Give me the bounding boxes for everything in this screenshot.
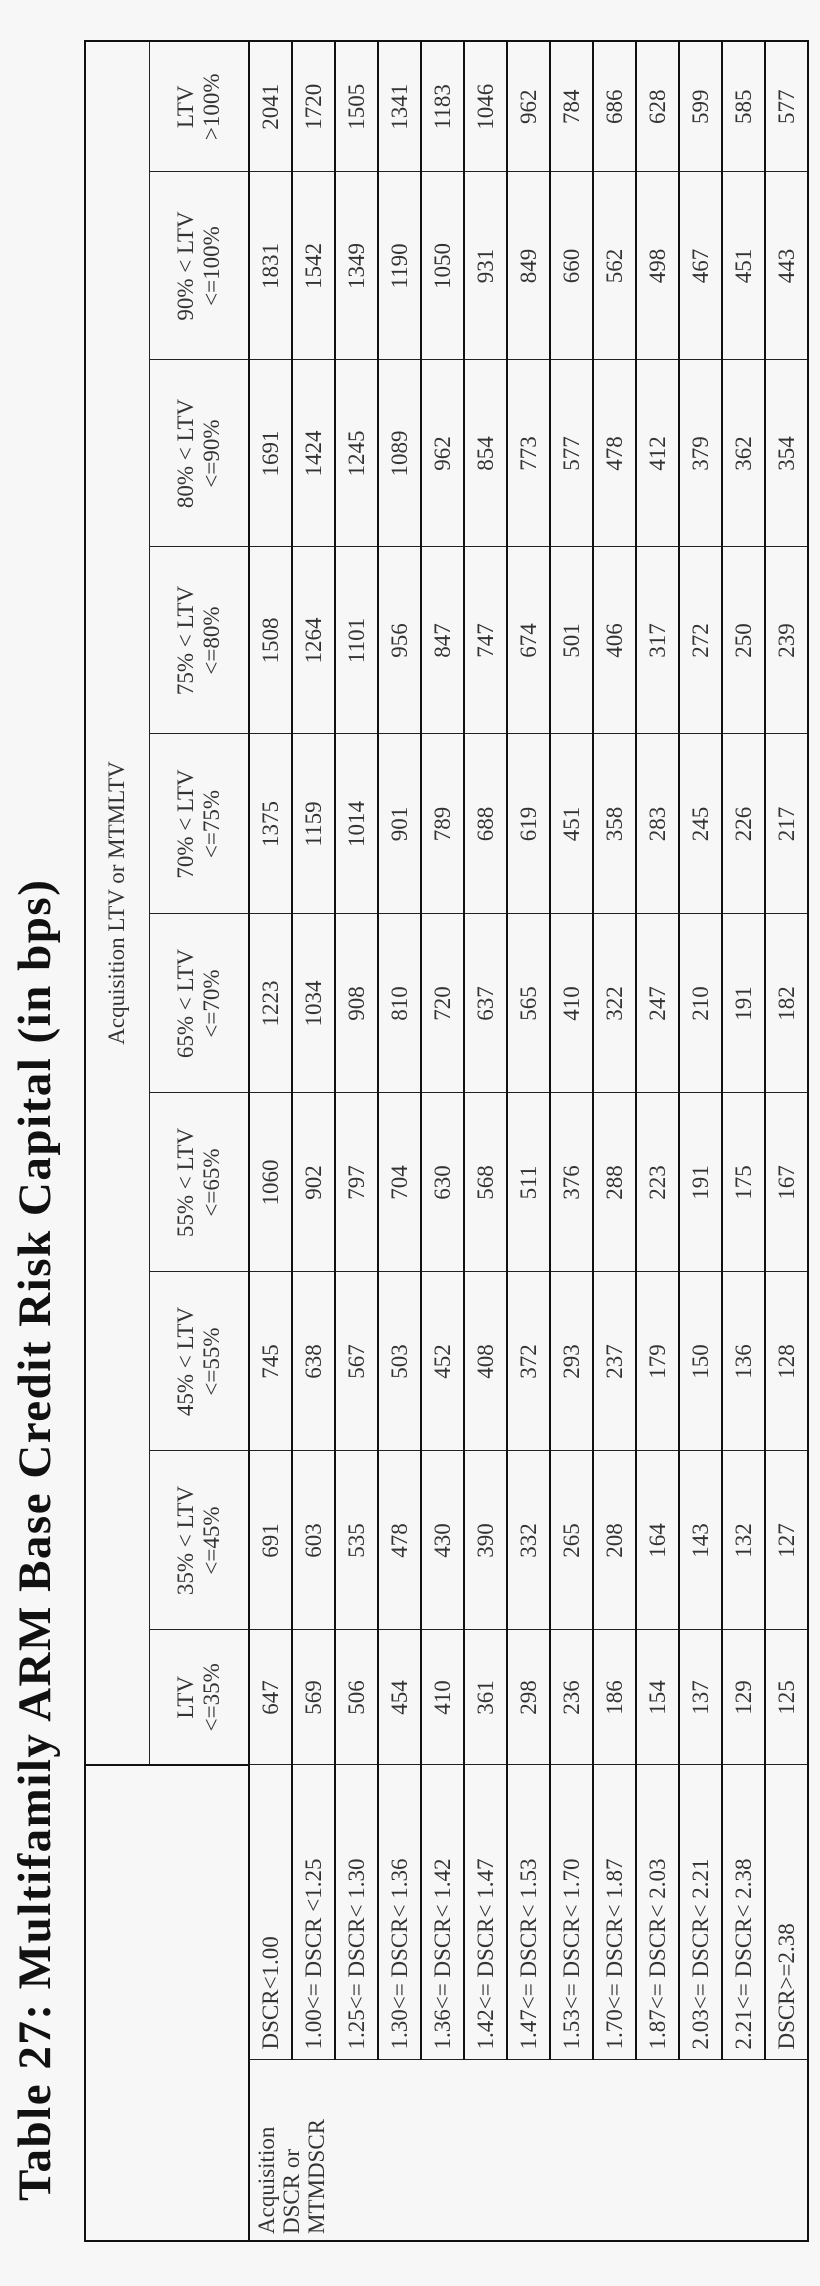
column-header-line1: 45% < LTV: [172, 1306, 198, 1417]
column-header: [149, 1093, 249, 1272]
column-header-line2: <=65%: [198, 1148, 224, 1217]
table-row: [722, 41, 765, 2241]
table-cell: 847: [421, 547, 464, 734]
table-cell: 467: [679, 172, 722, 360]
row-label: DSCR<1.00: [249, 1765, 292, 2060]
table-cell: 354: [765, 360, 808, 547]
table-cell: 1505: [335, 41, 378, 172]
table-cell: 164: [636, 1451, 679, 1630]
table-cell: 962: [507, 41, 550, 172]
table-cell: 191: [679, 1093, 722, 1272]
table-row: [636, 41, 679, 2241]
table-cell: 167: [765, 1093, 808, 1272]
row-label: 1.87<= DSCR< 2.03: [636, 1765, 679, 2060]
table-cell: 410: [550, 914, 593, 1093]
table-cell: 128: [765, 1272, 808, 1451]
column-header-line2: <=100%: [198, 226, 224, 306]
table-cell: 298: [507, 1630, 550, 1765]
table-cell: 501: [550, 547, 593, 734]
column-header-line1: 70% < LTV: [172, 769, 198, 879]
table-cell: 1190: [378, 172, 421, 360]
column-header-line2: <=70%: [198, 969, 224, 1038]
table-row: [464, 41, 507, 2241]
table-cell: 1245: [335, 360, 378, 547]
column-group-header: Acquisition LTV or MTMLTV: [85, 41, 149, 1765]
column-header-line2: <=45%: [198, 1506, 224, 1575]
table-cell: 150: [679, 1272, 722, 1451]
table-cell: 535: [335, 1451, 378, 1630]
table-cell: 186: [593, 1630, 636, 1765]
table-cell: 1089: [378, 360, 421, 547]
column-header: [149, 1451, 249, 1630]
table-cell: 288: [593, 1093, 636, 1272]
table-cell: 136: [722, 1272, 765, 1451]
table-cell: 452: [421, 1272, 464, 1451]
table-cell: 562: [593, 172, 636, 360]
table-cell: 849: [507, 172, 550, 360]
table-row: [550, 41, 593, 2241]
column-header-line1: 75% < LTV: [172, 585, 198, 696]
table-cell: 1542: [292, 172, 335, 360]
column-header-line1: 90% < LTV: [172, 211, 198, 321]
table-cell: 443: [765, 172, 808, 360]
column-header-line1: 65% < LTV: [172, 948, 198, 1059]
column-header-line2: <=90%: [198, 419, 224, 488]
table-cell: 412: [636, 360, 679, 547]
table-cell: 154: [636, 1630, 679, 1765]
table-cell: 1720: [292, 41, 335, 172]
column-header-line1: LTV: [172, 85, 198, 129]
table-cell: 567: [335, 1272, 378, 1451]
table-cell: 182: [765, 914, 808, 1093]
table-cell: 175: [722, 1093, 765, 1272]
row-label: 2.03<= DSCR< 2.21: [679, 1765, 722, 2060]
table-cell: 637: [464, 914, 507, 1093]
table-cell: 810: [378, 914, 421, 1093]
table-cell: 272: [679, 547, 722, 734]
table-cell: 143: [679, 1451, 722, 1630]
table-cell: 638: [292, 1272, 335, 1451]
table-cell: 317: [636, 547, 679, 734]
row-group-header: Acquisition DSCR or MTMDSCR: [249, 2060, 808, 2241]
table-title: Table 27: Multifamily ARM Base Credit Risk Capital (in bps): [9, 878, 61, 2201]
table-cell: 332: [507, 1451, 550, 1630]
corner-cell: [85, 1765, 249, 2241]
table-cell: 1831: [249, 172, 292, 360]
table-cell: 630: [421, 1093, 464, 1272]
table-cell: 208: [593, 1451, 636, 1630]
table-cell: 179: [636, 1272, 679, 1451]
table-cell: 125: [765, 1630, 808, 1765]
table-cell: 408: [464, 1272, 507, 1451]
table-cell: 931: [464, 172, 507, 360]
table-cell: 322: [593, 914, 636, 1093]
table-cell: 236: [550, 1630, 593, 1765]
table-cell: 511: [507, 1093, 550, 1272]
header-row-group: [85, 41, 149, 2241]
table-cell: 747: [464, 547, 507, 734]
table-cell: 2041: [249, 41, 292, 172]
column-header: [149, 172, 249, 360]
table-cell: 691: [249, 1451, 292, 1630]
table-cell: 773: [507, 360, 550, 547]
table-cell: 498: [636, 172, 679, 360]
column-header: [149, 1272, 249, 1451]
column-header-line1: LTV: [172, 1675, 198, 1719]
table-cell: 245: [679, 734, 722, 914]
table-cell: 1349: [335, 172, 378, 360]
table-row: [335, 41, 378, 2241]
table-cell: 451: [550, 734, 593, 914]
row-label: 1.36<= DSCR< 1.42: [421, 1765, 464, 2060]
table-cell: 372: [507, 1272, 550, 1451]
table-cell: 854: [464, 360, 507, 547]
table-cell: 789: [421, 734, 464, 914]
table-cell: 1034: [292, 914, 335, 1093]
table-cell: 599: [679, 41, 722, 172]
table-cell: 410: [421, 1630, 464, 1765]
row-label: 1.00<= DSCR <1.25: [292, 1765, 335, 2060]
table-cell: 478: [593, 360, 636, 547]
table-cell: 1223: [249, 914, 292, 1093]
table-cell: 1101: [335, 547, 378, 734]
table-row: [507, 41, 550, 2241]
column-header: [149, 734, 249, 914]
table-cell: 1264: [292, 547, 335, 734]
column-header-line2: <=35%: [198, 1663, 224, 1732]
table-cell: 908: [335, 914, 378, 1093]
table-row: [679, 41, 722, 2241]
capital-table: [84, 40, 809, 2242]
table-cell: 720: [421, 914, 464, 1093]
table-cell: 362: [722, 360, 765, 547]
table-cell: 247: [636, 914, 679, 1093]
table-cell: 660: [550, 172, 593, 360]
table-cell: 902: [292, 1093, 335, 1272]
table-cell: 293: [550, 1272, 593, 1451]
table-cell: 239: [765, 547, 808, 734]
table-cell: 191: [722, 914, 765, 1093]
table-cell: 577: [765, 41, 808, 172]
table-cell: 585: [722, 41, 765, 172]
table-cell: 217: [765, 734, 808, 914]
table-cell: 1424: [292, 360, 335, 547]
table-cell: 568: [464, 1093, 507, 1272]
table-cell: 226: [722, 734, 765, 914]
table-row: [421, 41, 464, 2241]
table-cell: 565: [507, 914, 550, 1093]
column-header-line2: <=80%: [198, 606, 224, 675]
column-header: [149, 547, 249, 734]
table-cell: 647: [249, 1630, 292, 1765]
table-cell: 406: [593, 547, 636, 734]
table-row: [249, 41, 292, 2241]
table-cell: 1183: [421, 41, 464, 172]
table-cell: 628: [636, 41, 679, 172]
row-label: 1.47<= DSCR< 1.53: [507, 1765, 550, 2060]
column-header: [149, 41, 249, 172]
column-header-line1: 35% < LTV: [172, 1485, 198, 1596]
table-cell: 674: [507, 547, 550, 734]
table-cell: 390: [464, 1451, 507, 1630]
table-cell: 962: [421, 360, 464, 547]
table-cell: 1050: [421, 172, 464, 360]
table-cell: 478: [378, 1451, 421, 1630]
table-cell: 503: [378, 1272, 421, 1451]
table-cell: 1159: [292, 734, 335, 914]
column-header-line2: <=55%: [198, 1327, 224, 1396]
table-cell: 430: [421, 1451, 464, 1630]
table-cell: 901: [378, 734, 421, 914]
table-row: [765, 41, 808, 2241]
table-cell: 129: [722, 1630, 765, 1765]
table-cell: 127: [765, 1451, 808, 1630]
column-header-line2: >100%: [198, 73, 224, 141]
row-label: 1.25<= DSCR< 1.30: [335, 1765, 378, 2060]
table-cell: 704: [378, 1093, 421, 1272]
table-cell: 797: [335, 1093, 378, 1272]
table-cell: 265: [550, 1451, 593, 1630]
column-header-line1: 80% < LTV: [172, 398, 198, 509]
table-cell: 1508: [249, 547, 292, 734]
table-cell: 250: [722, 547, 765, 734]
table-cell: 451: [722, 172, 765, 360]
table-cell: 210: [679, 914, 722, 1093]
table-cell: 1060: [249, 1093, 292, 1272]
table-cell: 688: [464, 734, 507, 914]
table-cell: 283: [636, 734, 679, 914]
table-cell: 1691: [249, 360, 292, 547]
table-cell: 686: [593, 41, 636, 172]
table-cell: 379: [679, 360, 722, 547]
row-label: 1.53<= DSCR< 1.70: [550, 1765, 593, 2060]
table-row: [292, 41, 335, 2241]
row-label: 2.21<= DSCR< 2.38: [722, 1765, 765, 2060]
table-cell: 569: [292, 1630, 335, 1765]
table-cell: 361: [464, 1630, 507, 1765]
table-body: [249, 41, 808, 2241]
column-header-line1: 55% < LTV: [172, 1127, 198, 1238]
table-cell: 506: [335, 1630, 378, 1765]
row-label: 1.70<= DSCR< 1.87: [593, 1765, 636, 2060]
table-cell: 1014: [335, 734, 378, 914]
table-row: [593, 41, 636, 2241]
column-header: [149, 360, 249, 547]
table-cell: 603: [292, 1451, 335, 1630]
table-cell: 1341: [378, 41, 421, 172]
row-label: 1.30<= DSCR< 1.36: [378, 1765, 421, 2060]
column-header-line2: <=75%: [198, 789, 224, 859]
table-cell: 358: [593, 734, 636, 914]
table-cell: 237: [593, 1272, 636, 1451]
table-row: [378, 41, 421, 2241]
table-cell: 132: [722, 1451, 765, 1630]
table-cell: 137: [679, 1630, 722, 1765]
table-cell: 376: [550, 1093, 593, 1272]
table-cell: 1046: [464, 41, 507, 172]
table-cell: 956: [378, 547, 421, 734]
table-cell: 619: [507, 734, 550, 914]
table-cell: 577: [550, 360, 593, 547]
table-cell: 784: [550, 41, 593, 172]
row-label: 1.42<= DSCR< 1.47: [464, 1765, 507, 2060]
column-header: [149, 1630, 249, 1765]
table-cell: 745: [249, 1272, 292, 1451]
row-label: DSCR>=2.38: [765, 1765, 808, 2060]
table-cell: 1375: [249, 734, 292, 914]
table-cell: 223: [636, 1093, 679, 1272]
table-cell: 454: [378, 1630, 421, 1765]
column-header: [149, 914, 249, 1093]
